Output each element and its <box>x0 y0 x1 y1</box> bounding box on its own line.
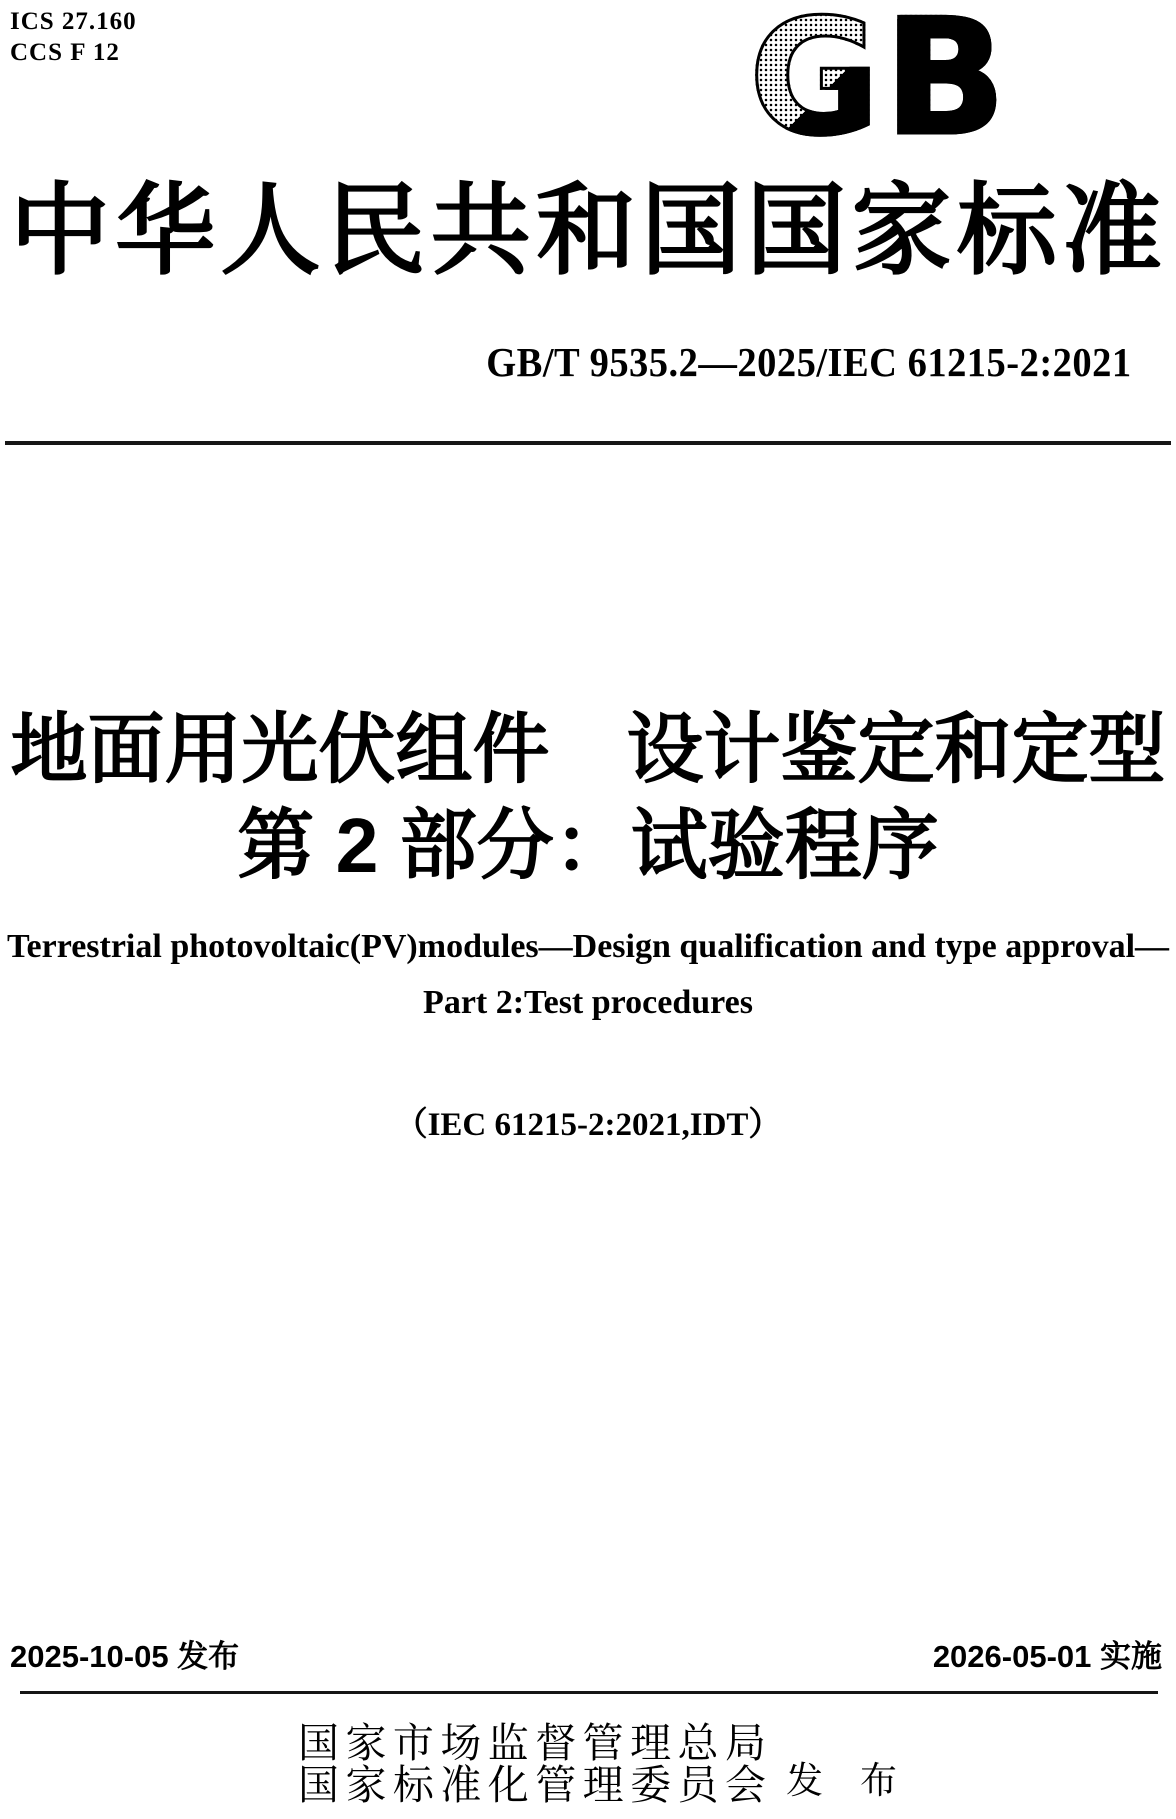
title-zh-line2: 第 2 部分：试验程序 <box>237 803 939 889</box>
date-row <box>10 1638 1162 1675</box>
issue-date: 2025-10-05 发布 <box>10 1639 240 1674</box>
issuing-org-line1: 国 家 市 场 监 督 管 理 总 局 <box>298 1720 766 1766</box>
gb-logo <box>748 0 1010 171</box>
bottom-rule-divider <box>20 1691 1158 1694</box>
top-rule-divider <box>5 441 1171 445</box>
standard-number: GB/T 9535.2—2025/IEC 61215-2:2021 <box>486 339 1132 385</box>
issuing-organizations <box>298 1722 766 1806</box>
issuing-org-line2: 国 家 标 准 化 管 理 委 员 会 <box>298 1762 766 1808</box>
title-en-line1: Terrestrial photovoltaic(PV)modules—Design qualification and type approval— <box>6 928 1170 965</box>
gb-logo-text: GB <box>748 0 1010 171</box>
implementation-date: 2026-05-01 实施 <box>932 1639 1162 1674</box>
publish-label: 发 布 <box>786 1761 897 1802</box>
ics-code: ICS 27.160 <box>10 8 137 35</box>
title-zh-line1: 地面用光伏组件 设计鉴定和定型 <box>10 707 1166 793</box>
idt-note: （IEC 61215-2:2021,IDT） <box>394 1107 782 1143</box>
title-en-line2: Part 2:Test procedures <box>423 984 753 1021</box>
ccs-code: CCS F 12 <box>10 39 120 67</box>
classification-codes <box>10 6 137 69</box>
national-standard-title: 中 华 人 民 共 和 国 国 家 标 准 <box>10 176 1162 287</box>
